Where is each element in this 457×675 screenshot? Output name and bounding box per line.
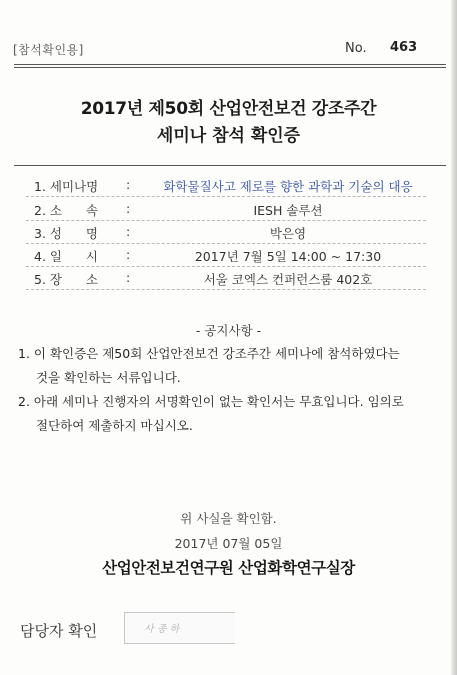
info-label: 1. 세미나명 [34,179,99,194]
issue-date: 2017년 07월 05일 [174,536,283,551]
row-divider [26,289,426,290]
info-value: 박은영 [269,226,307,241]
info-row-venue [34,270,434,288]
info-value: 서울 코엑스 컨퍼런스룸 402호 [203,272,373,287]
info-colon: : [126,247,131,262]
info-colon: : [126,201,131,216]
notice-title: - 공지사항 - [195,323,262,338]
info-row-name [34,224,434,242]
row-divider [26,196,426,197]
info-label: 5. 장 소 [34,272,98,287]
info-colon: : [126,177,131,192]
notice-item-1-line-2: 것을 확인하는 서류입니다. [36,370,181,385]
document-subtitle: 세미나 참석 확인증 [156,126,301,146]
info-label: 4. 일 시 [34,249,98,264]
info-value: IESH 솔루션 [253,203,323,218]
usage-tag: [참석확인용] [13,43,84,57]
serial-number-value: 463 [390,40,418,55]
info-row-seminar [34,177,434,195]
header-divider-bottom [14,67,446,68]
officer-signature: 사 종 하 [144,624,180,635]
info-value: 화학물질사고 제로를 향한 과학과 기술의 대응 [163,179,413,194]
info-row-datetime [34,247,434,265]
info-label: 3. 성 명 [34,226,98,241]
signature-box [124,612,235,644]
info-colon: : [126,224,131,239]
notice-item-1-line-1: 1. 이 확인증은 제50회 산업안전보건 강조주간 세미나에 참석하였다는 [18,346,400,361]
confirmation-statement: 위 사실을 확인함. [180,511,277,526]
row-divider [26,220,426,221]
info-row-affiliation [34,201,434,219]
header-divider-top [14,64,446,65]
notice-item-2-line-1: 2. 아래 세미나 진행자의 서명확인이 없는 확인서는 무효입니다. 임의로 [18,394,404,409]
title-divider [14,165,446,166]
serial-number-label: No. [345,41,367,56]
document-title: 2017년 제50회 산업안전보건 강조주간 [80,99,377,119]
issuer-name: 산업안전보건연구원 산업화학연구실장 [102,559,355,577]
notice-item-2-line-2: 절단하여 제출하지 마십시오. [36,418,193,433]
row-divider [26,266,426,267]
info-label: 2. 소 속 [34,203,98,218]
officer-confirmation-label: 담당자 확인 [20,622,98,640]
info-value: 2017년 7월 5일 14:00 ~ 17:30 [194,249,382,264]
row-divider [26,243,426,244]
info-colon: : [126,270,131,285]
